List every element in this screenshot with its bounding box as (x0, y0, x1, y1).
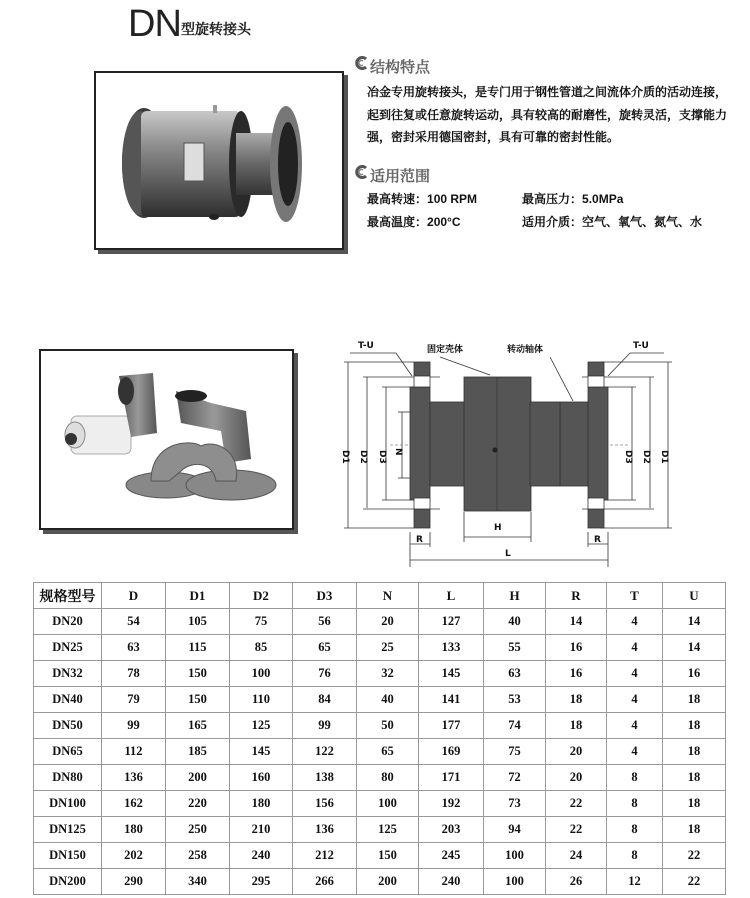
cell-d: 112 (102, 739, 166, 765)
spec-max-temperature-label: 最高温度： (367, 215, 428, 229)
cell-d: 180 (102, 817, 166, 843)
cell-l: 192 (419, 791, 484, 817)
cell-n: 25 (357, 635, 419, 661)
cell-r: 20 (546, 765, 607, 791)
cell-h: 40 (484, 609, 546, 635)
cell-d3: 56 (293, 609, 357, 635)
cell-d: 99 (102, 713, 166, 739)
cell-d3: 212 (293, 843, 357, 869)
features-line-2: 起到往复或任意旋转运动，具有较高的耐磨性，旋转灵活，支撑能力 (367, 107, 728, 122)
cell-l: 141 (419, 687, 484, 713)
features-heading-text: 结构特点 (370, 58, 431, 76)
section-bullet-icon (355, 165, 369, 179)
cell-d1: 258 (166, 843, 230, 869)
product-photo-variants (39, 349, 294, 530)
product-photo-main (94, 71, 344, 250)
cell-l: 177 (419, 713, 484, 739)
cell-n: 100 (357, 791, 419, 817)
table-row (34, 739, 726, 765)
cell-d2: 160 (230, 765, 293, 791)
cell-t: 4 (607, 713, 663, 739)
cell-d: 202 (102, 843, 166, 869)
header-l: L (419, 583, 484, 609)
cell-h: 73 (484, 791, 546, 817)
spec-max-speed-label: 最高转速： (367, 192, 428, 206)
dimension-diagram (330, 332, 680, 572)
cell-d1: 220 (166, 791, 230, 817)
cell-d2: 210 (230, 817, 293, 843)
rotary-joint-variants-photo-icon (41, 351, 292, 528)
cell-d3: 84 (293, 687, 357, 713)
cell-h: 53 (484, 687, 546, 713)
cell-model: DN100 (34, 791, 102, 817)
diagram-label-l: L (505, 549, 511, 559)
table-row (34, 687, 726, 713)
cell-n: 150 (357, 843, 419, 869)
cell-d: 54 (102, 609, 166, 635)
header-d: D (102, 583, 166, 609)
application-range-heading-text: 适用范围 (370, 167, 431, 185)
cell-model: DN32 (34, 661, 102, 687)
cell-model: DN20 (34, 609, 102, 635)
diagram-label-d3-right: D3 (623, 450, 633, 464)
header-d3: D3 (293, 583, 357, 609)
header-h: H (484, 583, 546, 609)
diagram-label-d1-right: D1 (659, 450, 669, 464)
cell-n: 20 (357, 609, 419, 635)
cell-r: 22 (546, 791, 607, 817)
diagram-label-n: N (393, 448, 403, 456)
cell-d3: 138 (293, 765, 357, 791)
diagram-label-r-left: R (416, 535, 423, 545)
spec-max-pressure-value: 5.0MPa (582, 192, 624, 206)
features-line-1: 冶金专用旋转接头，是专门用于钢性管道之间流体介质的活动连接， (367, 85, 728, 99)
cell-model: DN65 (34, 739, 102, 765)
cell-d3: 65 (293, 635, 357, 661)
diagram-label-d1-left: D1 (340, 450, 350, 464)
cell-u: 18 (663, 713, 726, 739)
cell-n: 125 (357, 817, 419, 843)
cell-t: 12 (607, 869, 663, 895)
cell-n: 40 (357, 687, 419, 713)
diagram-label-fixed-body: 固定壳体 (427, 345, 464, 355)
cell-d2: 295 (230, 869, 293, 895)
cell-d1: 340 (166, 869, 230, 895)
header-d2: D2 (230, 583, 293, 609)
cell-d: 78 (102, 661, 166, 687)
spec-max-speed-value: 100 RPM (427, 192, 478, 206)
cell-h: 55 (484, 635, 546, 661)
cell-r: 26 (546, 869, 607, 895)
cell-t: 8 (607, 791, 663, 817)
cell-d3: 99 (293, 713, 357, 739)
cell-n: 50 (357, 713, 419, 739)
rotary-joint-photo-icon (96, 73, 342, 248)
features-description (367, 81, 737, 149)
features-line-3: 强，密封采用德国密封，具有可靠的密封性能。 (367, 130, 620, 144)
cell-u: 18 (663, 687, 726, 713)
cell-model: DN40 (34, 687, 102, 713)
cell-d1: 200 (166, 765, 230, 791)
cell-r: 16 (546, 635, 607, 661)
spec-max-temperature-value: 200°C (427, 215, 461, 229)
diagram-label-d2-left: D2 (358, 450, 368, 464)
cell-d2: 125 (230, 713, 293, 739)
cell-d: 136 (102, 765, 166, 791)
diagram-label-tu-left: T-U (358, 341, 374, 351)
cell-d2: 110 (230, 687, 293, 713)
cell-d3: 266 (293, 869, 357, 895)
cell-h: 75 (484, 739, 546, 765)
cell-u: 18 (663, 765, 726, 791)
cell-r: 14 (546, 609, 607, 635)
cell-model: DN50 (34, 713, 102, 739)
cell-l: 245 (419, 843, 484, 869)
spec-max-speed (367, 191, 477, 207)
cell-u: 14 (663, 609, 726, 635)
table-row (34, 713, 726, 739)
spec-media (522, 214, 702, 230)
table-row (34, 765, 726, 791)
header-u: U (663, 583, 726, 609)
section-bullet-icon (355, 56, 369, 70)
cell-t: 4 (607, 739, 663, 765)
product-subtitle: 型旋转接头 (181, 22, 251, 38)
cell-n: 80 (357, 765, 419, 791)
cell-t: 4 (607, 635, 663, 661)
cell-model: DN125 (34, 817, 102, 843)
cell-d1: 150 (166, 687, 230, 713)
cell-l: 240 (419, 869, 484, 895)
cell-n: 65 (357, 739, 419, 765)
cell-d2: 85 (230, 635, 293, 661)
table-row (34, 817, 726, 843)
spec-max-pressure (522, 191, 623, 207)
diagram-label-d3-left: D3 (377, 450, 387, 464)
diagram-label-r-right: R (594, 535, 601, 545)
cell-d1: 105 (166, 609, 230, 635)
cell-u: 14 (663, 635, 726, 661)
cell-d2: 240 (230, 843, 293, 869)
cell-l: 171 (419, 765, 484, 791)
cell-l: 203 (419, 817, 484, 843)
cell-d2: 75 (230, 609, 293, 635)
cell-h: 72 (484, 765, 546, 791)
cell-d3: 76 (293, 661, 357, 687)
cell-h: 63 (484, 661, 546, 687)
cell-d: 290 (102, 869, 166, 895)
cell-d2: 180 (230, 791, 293, 817)
diagram-label-rotating-body: 转动轴体 (507, 345, 544, 355)
cell-l: 133 (419, 635, 484, 661)
table-header-row (34, 583, 726, 609)
cell-u: 22 (663, 843, 726, 869)
cell-d: 162 (102, 791, 166, 817)
specification-table (33, 582, 726, 895)
cell-h: 94 (484, 817, 546, 843)
table-row (34, 635, 726, 661)
cell-u: 18 (663, 739, 726, 765)
cell-h: 74 (484, 713, 546, 739)
spec-max-temperature (367, 214, 461, 230)
cell-d2: 145 (230, 739, 293, 765)
table-row (34, 609, 726, 635)
header-model: 规格型号 (34, 583, 102, 609)
cell-h: 100 (484, 843, 546, 869)
cell-l: 127 (419, 609, 484, 635)
cell-l: 145 (419, 661, 484, 687)
cell-d3: 122 (293, 739, 357, 765)
cell-t: 8 (607, 843, 663, 869)
cell-model: DN200 (34, 869, 102, 895)
cell-model: DN25 (34, 635, 102, 661)
features-heading (355, 58, 430, 76)
cell-d1: 115 (166, 635, 230, 661)
diagram-label-tu-right: T-U (633, 341, 649, 351)
table-row (34, 869, 726, 895)
diagram-label-h: H (494, 523, 502, 533)
cell-d: 63 (102, 635, 166, 661)
diagram-label-d2-right: D2 (641, 450, 651, 464)
cell-u: 18 (663, 817, 726, 843)
cell-d3: 136 (293, 817, 357, 843)
cell-d1: 250 (166, 817, 230, 843)
product-model: DN (128, 3, 181, 45)
cell-t: 8 (607, 817, 663, 843)
cell-t: 4 (607, 609, 663, 635)
cell-r: 16 (546, 661, 607, 687)
cell-t: 4 (607, 687, 663, 713)
header-r: R (546, 583, 607, 609)
cell-r: 18 (546, 713, 607, 739)
spec-media-label: 适用介质： (522, 215, 583, 229)
cell-u: 22 (663, 869, 726, 895)
table-row (34, 661, 726, 687)
spec-media-value: 空气、氧气、氮气、水 (582, 215, 703, 229)
table-row (34, 791, 726, 817)
cell-r: 20 (546, 739, 607, 765)
cell-n: 32 (357, 661, 419, 687)
cell-d: 79 (102, 687, 166, 713)
cell-model: DN150 (34, 843, 102, 869)
cell-r: 24 (546, 843, 607, 869)
application-range-heading (355, 167, 430, 185)
cell-u: 16 (663, 661, 726, 687)
cell-d2: 100 (230, 661, 293, 687)
cell-model: DN80 (34, 765, 102, 791)
cell-h: 100 (484, 869, 546, 895)
cell-u: 18 (663, 791, 726, 817)
table-row (34, 843, 726, 869)
header-n: N (357, 583, 419, 609)
cell-r: 22 (546, 817, 607, 843)
header-d1: D1 (166, 583, 230, 609)
cell-t: 4 (607, 661, 663, 687)
cell-r: 18 (546, 687, 607, 713)
cell-d1: 165 (166, 713, 230, 739)
header-t: T (607, 583, 663, 609)
cell-d1: 150 (166, 661, 230, 687)
cell-l: 169 (419, 739, 484, 765)
cell-t: 8 (607, 765, 663, 791)
cell-d3: 156 (293, 791, 357, 817)
cell-d1: 185 (166, 739, 230, 765)
spec-max-pressure-label: 最高压力： (522, 192, 583, 206)
cell-n: 200 (357, 869, 419, 895)
